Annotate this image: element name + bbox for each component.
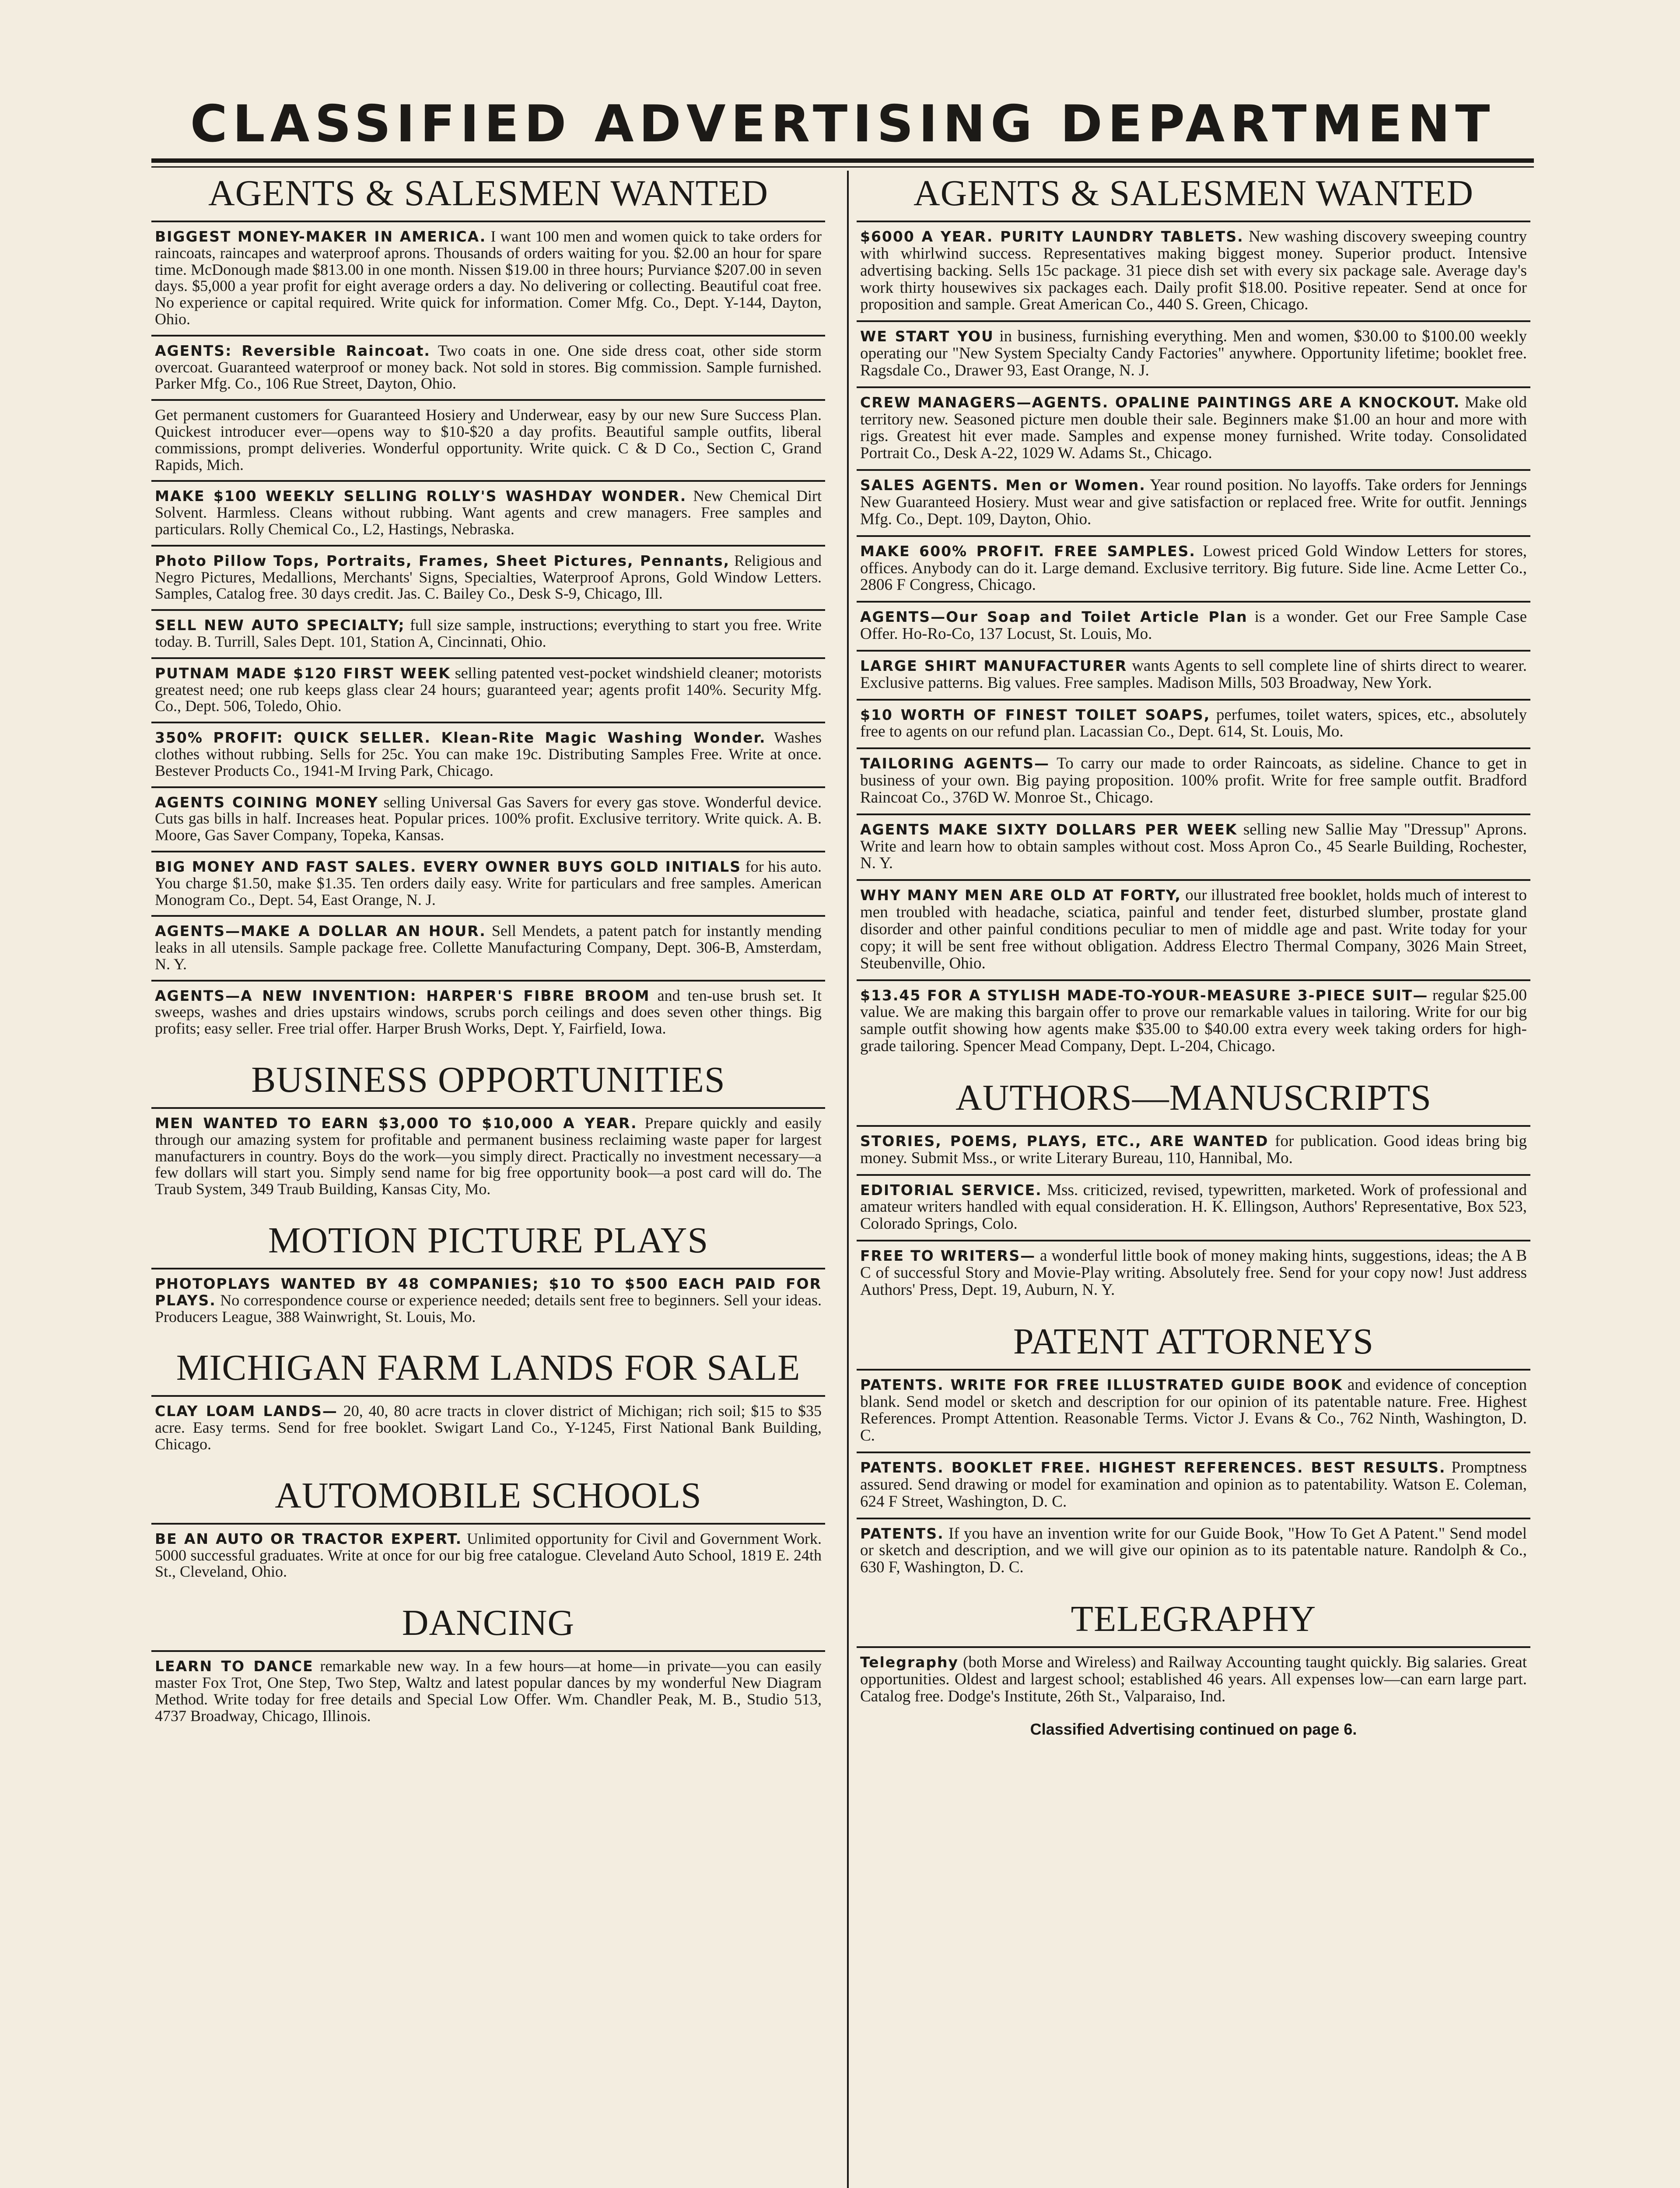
classified-ad [151,335,825,399]
section-title: MICHIGAN FARM LANDS FOR SALE [176,1347,801,1389]
ad-body: remarkable new way. In a few hours—at home—in private—you can easily master Fox Trot, One Step, Two Step, Waltz and latest popular dances by my wonderful New Diagram Method. Write today for free details and Special Low Offer. Wm. Chandler Peak, M. B., Studio 513, 4737 Broadway, Chicago, Illinois. [155,1657,822,1725]
ad-body: for publication. Good ideas bring big money. Submit Mss., or write Literary Bureau, 110, Hannibal, Mo. [860,1132,1527,1167]
classified-ad [151,1107,825,1205]
classified-ad [151,545,825,609]
ad-body: a wonderful little book of money making hints, suggestions, ideas; the A B C of successful Story and Movie-Play writing. Absolutely free. Send for your copy now! Just address Authors' Press, Dept. 19, Auburn, N. Y. [860,1247,1527,1299]
section-title: AGENTS & SALESMEN WANTED [913,173,1474,214]
ad-body: 20, 40, 80 acre tracts in clover district of Michigan; rich soil; $15 to $35 acre. Easy terms. Send for free booklet. Swigart Land Co., Y-1245, First National Bank Building, Chicago. [155,1402,822,1453]
ad-body: To carry our made to order Raincoats, as sideline. Chance to get in business of your own. Big paying proposition. 100% profit. Write for free sample outfit. Bradford Raincoat Co., 376D W. Monroe St., Chicago. [860,754,1527,806]
masthead-rule [151,158,1534,163]
classified-ad [857,1646,1530,1712]
ad-headline: AGENTS—Our Soap and Toilet Article Plan [860,608,1248,626]
right-column [857,171,1530,2188]
masthead-rule-thin [151,166,1534,168]
ad-headline: LARGE SHIRT MANUFACTURER [860,657,1127,674]
section-title: MOTION PICTURE PLAYS [268,1220,709,1261]
ad-headline: Telegraphy [860,1654,959,1671]
ad-body: Promptness assured. Send drawing or model for examination and opinion as to patentability. Watson E. Coleman, 624 F Street, Washington, D. C. [860,1459,1527,1511]
ad-body: If you have an invention write for our Guide Book, "How To Get A Patent." Send model or sketch and description, and we will give our opinion as to its patentable nature. Randolph & Co., 630 F, Washington, D. C. [860,1524,1527,1577]
classified-ad [857,699,1530,748]
ad-body: for his auto. You charge $1.50, make $1.35. Ten orders daily easy. Write for particulars and free samples. American Monogram Co., Dept. 54, East Orange, N. J. [155,857,822,908]
ad-body: Religious and Negro Pictures, Medallions, Merchants' Signs, Specialties, Waterproof Aprons, Gold Window Letters. Samples, Catalog free. 30 days credit. Jas. C. Bailey Co., Desk S-9, Chicago, Ill. [155,551,822,603]
ad-body: Get permanent customers for Guaranteed Hosiery and Underwear, easy by our new Sure Success Plan. Quickest introducer ever—opens way to $10-$20 a day profits. Beautiful sample outfits, liberal commissions, prompt deliveries. Wonderful opportunity. Write quick. C & D Co., Section C, Grand Rapids, Mich. [155,406,822,473]
ad-body: perfumes, toilet waters, spices, etc., absolutely free to agents on our refund plan. Lacassian Co., Dept. 614, St. Louis, Mo. [860,705,1527,741]
classified-ad [857,1174,1530,1240]
ad-body: selling Universal Gas Savers for every gas stove. Wonderful device. Cuts gas bills in half. Increases heat. Popular prices. 100% profit. Exclusive territory. Write quick. A. B. Moore, Gas Saver Company, Topeka, Kansas. [155,793,822,844]
classified-ad [151,221,825,335]
ad-body: Sell Mendets, a patent patch for instantly mending leaks in all utensils. Sample package free. Collette Manufacturing Company, Dept. 306-B, Amsterdam, N. Y. [155,922,822,973]
left-column [151,171,825,2188]
classified-ad [151,915,825,979]
classified-ad [857,1240,1530,1306]
classified-ad [151,399,825,480]
continued-note: Classified Advertising continued on page 6. [1030,1720,1357,1738]
classified-ad [857,650,1530,699]
classified-ad [857,535,1530,601]
ad-headline: AGENTS: Reversible Raincoat. [155,342,430,359]
classified-ad [857,1518,1530,1584]
ad-headline: AGENTS MAKE SIXTY DOLLARS PER WEEK [860,820,1238,838]
classified-ad [857,813,1530,880]
ad-body: in business, furnishing everything. Men and women, $30.00 to $100.00 weekly operating our "New System Specialty Candy Factories" anywhere. Opportunity lifetime; booklet free. Ragsdale Co., Drawer 93, East Orange, N. J. [860,327,1527,379]
classified-ad [857,1125,1530,1174]
classified-ad [151,980,825,1044]
classified-ad [151,480,825,544]
section-title: AUTOMOBILE SCHOOLS [275,1475,702,1516]
classified-ad [151,1523,825,1587]
ad-headline: SELL NEW AUTO SPECIALTY; [155,617,405,634]
section-title: TELEGRAPHY [1071,1599,1316,1640]
classified-ad [857,469,1530,535]
ad-headline: WHY MANY MEN ARE OLD AT FORTY, [860,887,1181,904]
ad-headline: CLAY LOAM LANDS— [155,1403,338,1420]
section-title: BUSINESS OPPORTUNITIES [251,1059,725,1101]
classified-ad [151,1650,825,1731]
ad-body: New washing discovery sweeping country with whirlwind success. Representatives making biggest money. Superior product. Intensive advertising backing. Sells 15c package. 31 piece dish set with every six package sale. Average day's work thirty housewives six packages each. Daily profit $18.00. Positive repeater. Send at once for proposition and sample. Great American Co., 440 S. Green, Chicago. [860,228,1527,314]
ad-body: Unlimited opportunity for Civil and Government Work. 5000 successful graduates. Write at once for our big free catalogue. Cleveland Auto School, 1819 E. 24th St., Cleveland, Ohio. [155,1529,822,1581]
ad-body: Year round position. No layoffs. Take orders for Jennings New Guaranteed Hosiery. Must wear and give satisfaction or replaced free. Write for outfit. Jennings Mfg. Co., Dept. 109, Dayton, Ohio. [860,476,1527,528]
classified-ad [151,657,825,722]
ad-body: wants Agents to sell complete line of shirts direct to wearer. Exclusive patterns. Big values. Free samples. Madison Mills, 503 Broadway, New York. [860,656,1527,692]
ad-headline: $10 WORTH OF FINEST TOILET SOAPS, [860,706,1211,723]
classified-ad [151,609,825,657]
ad-headline: CREW MANAGERS—AGENTS. OPALINE PAINTINGS ARE A KNOCKOUT. [860,393,1460,411]
classified-ad [857,601,1530,650]
ad-headline: EDITORIAL SERVICE. [860,1181,1042,1199]
classified-ad [857,320,1530,386]
ad-headline: AGENTS COINING MONEY [155,793,379,811]
ad-body: I want 100 men and women quick to take orders for raincoats, raincapes and waterproof aprons. Thousands of orders waiting for you. $2.00 an hour for spare time. McDonough made $813.00 in one month. Nissen $19.00 in three hours; Purviance $207.00 in seven days. $5,000 a year profit for eight average orders a day. No delivering or collecting. Beautiful coat free. No experience or capital required. Write quick for information. Comer Mfg. Co., Dept. Y-144, Dayton, Ohio. [155,228,822,328]
ad-headline: PATENTS. BOOKLET FREE. HIGHEST REFERENCES. BEST RESULTS. [860,1459,1446,1476]
classified-ad [857,747,1530,813]
section-title: PATENT ATTORNEYS [1013,1321,1374,1362]
ad-body: selling patented vest-pocket windshield cleaner; motorists greatest need; one rub keeps glass clear 24 hours; guaranteed year; agents profit 140%. Security Mfg. Co., Dept. 506, Toledo, Ohio. [155,664,822,715]
classified-ad [857,879,1530,979]
classified-ad [857,221,1530,320]
ad-body: and ten-use brush set. It sweeps, washes and dries upstairs windows, scrubs porch ceilings and does seven other things. Big profits; easy seller. Free trial offer. Harper Brush Works, Dept. Y, Fairfield, Iowa. [155,986,822,1038]
ad-headline: PUTNAM MADE $120 FIRST WEEK [155,664,451,682]
ad-body: full size sample, instructions; everything to start you free. Write today. B. Turrill, Sales Dept. 101, Station A, Cincinnati, Ohio. [155,616,822,650]
ad-body: Mss. criticized, revised, typewritten, marketed. Work of professional and amateur writers handled with equal consideration. H. K. Ellingson, Authors' Representative, Box 523, Colorado Springs, Colo. [860,1181,1527,1233]
ad-headline: $13.45 FOR A STYLISH MADE-TO-YOUR-MEASURE 3-PIECE SUIT— [860,986,1428,1004]
ad-body: selling new Sallie May "Dressup" Aprons. Write and learn how to obtain samples without cost. Moss Apron Co., 45 Searle Building, Rochester, N. Y. [860,820,1527,873]
ad-headline: WE START YOU [860,328,994,345]
classified-ad [151,1268,825,1332]
ad-headline: PHOTOPLAYS WANTED BY 48 COMPANIES; $10 TO $500 EACH PAID FOR PLAYS. [155,1275,822,1309]
ad-headline: TAILORING AGENTS— [860,755,1050,772]
ad-headline: SALES AGENTS. Men or Women. [860,477,1146,494]
ad-headline: $6000 A YEAR. PURITY LAUNDRY TABLETS. [860,228,1244,245]
classified-ad [151,722,825,786]
section-title: DANCING [402,1602,575,1644]
ad-headline: PATENTS. [860,1525,944,1542]
ad-body: our illustrated free booklet, holds much of interest to men troubled with headache, sciatica, painful and tender feet, disturbed slumber, prostate gland disorder and other painful conditions peculiar to men of middle age and past. Write today for your copy; it will be sent free without obligation. Address Electro Thermal Company, 3026 Main Street, Steubenville, Ohio. [860,886,1527,972]
ad-headline: AGENTS—A NEW INVENTION: HARPER'S FIBRE BROOM [155,987,650,1004]
ad-body: Make old territory new. Seasoned picture men double their sale. Beginners make $1.00 an hour and more with rigs. Greatest hit ever made. Samples and expense money furnished. Write today. Consolidated Portrait Co., Desk A-22, 1029 W. Adams St., Chicago. [860,393,1527,463]
ad-headline: FREE TO WRITERS— [860,1247,1036,1265]
classified-ad [857,1452,1530,1518]
classified-ad [857,979,1530,1062]
masthead-title: CLASSIFIED ADVERTISING DEPARTMENT [190,94,1495,154]
ad-body: Two coats in one. One side dress coat, other side storm overcoat. Guaranteed waterproof or money back. Not sold in stores. Big commission. Sample furnished. Parker Mfg. Co., 106 Rue Street, Dayton, Ohio. [155,341,822,393]
ad-headline: MAKE $100 WEEKLY SELLING ROLLY'S WASHDAY WONDER. [155,487,687,505]
ad-headline: BIGGEST MONEY-MAKER IN AMERICA. [155,228,486,245]
ad-body: regular $25.00 value. We are making this bargain offer to prove our remarkable values in tailoring. Write for our big sample outfit showing how agents make $35.00 to $40.00 extra every week taking orders for high-grade tailoring. Spencer Mead Company, Dept. L-204, Chicago. [860,986,1527,1055]
classified-ad [151,786,825,851]
ad-headline: LEARN TO DANCE [155,1658,314,1675]
ad-body: Prepare quickly and easily through our amazing system for profitable and permanent business reclaiming waste paper for largest manufacturers in country. Boys do the work—you simply direct. Practically no investment necessary—a few dollars will start you. Simply send name for big free opportunity book—a post card will do. The Traub System, 349 Traub Building, Kansas City, Mo. [155,1114,822,1198]
column-divider [847,171,849,2188]
ad-headline: PATENTS. WRITE FOR FREE ILLUSTRATED GUIDE BOOK [860,1376,1343,1393]
ad-body: No correspondence course or experience needed; details sent free to beginners. Sell your ideas. Producers League, 388 Wainwright, St. Louis, Mo. [155,1291,822,1325]
classified-ad [151,851,825,915]
ad-headline: Photo Pillow Tops, Portraits, Frames, Sheet Pictures, Pennants, [155,552,730,569]
ad-headline: MAKE 600% PROFIT. FREE SAMPLES. [860,542,1196,560]
section-title: AGENTS & SALESMEN WANTED [208,173,769,214]
ad-body: (both Morse and Wireless) and Railway Accounting taught quickly. Big salaries. Great opportunities. Oldest and largest school; established 46 years. All expenses low—can earn large part. Catalog free. Dodge's Institute, 26th St., Valparaiso, Ind. [860,1653,1527,1705]
ad-body: New Chemical Dirt Solvent. Harmless. Cleans without rubbing. Want agents and crew managers. Free samples and particulars. Rolly Chemical Co., L2, Hastings, Nebraska. [155,487,822,538]
ad-headline: AGENTS—MAKE A DOLLAR AN HOUR. [155,922,486,940]
classified-ad [151,1395,825,1459]
ad-headline: BE AN AUTO OR TRACTOR EXPERT. [155,1530,462,1547]
ad-headline: 350% PROFIT: QUICK SELLER. Klean-Rite Magic Washing Wonder. [155,729,766,747]
ad-headline: BIG MONEY AND FAST SALES. EVERY OWNER BUYS GOLD INITIALS [155,858,741,875]
ad-body: Washes clothes without rubbing. Sells for 25c. You can make 19c. Distributing Samples Free. Write at once. Bestever Products Co., 1941-M Irving Park, Chicago. [155,729,822,779]
ad-body: Lowest priced Gold Window Letters for stores, offices. Anybody can do it. Large demand. Exclusive territory. Big future. Side line. Acme Letter Co., 2806 F Congress, Chicago. [860,542,1527,594]
section-title: AUTHORS—MANUSCRIPTS [956,1077,1432,1118]
ad-body: is a wonder. Get our Free Sample Case Offer. Ho-Ro-Co, 137 Locust, St. Louis, Mo. [860,608,1527,643]
classified-ad [857,386,1530,469]
ad-headline: STORIES, POEMS, PLAYS, ETC., ARE WANTED [860,1132,1269,1150]
classified-ad [857,1369,1530,1452]
ad-body: and evidence of conception blank. Send model or sketch and description for our opinion of its patentable nature. Free. Highest References. Prompt Attention. Reasonable Terms. Victor J. Evans & Co., 762 Ninth, Washington, D. C. [860,1375,1527,1445]
ad-headline: MEN WANTED TO EARN $3,000 TO $10,000 A YEAR. [155,1115,637,1132]
